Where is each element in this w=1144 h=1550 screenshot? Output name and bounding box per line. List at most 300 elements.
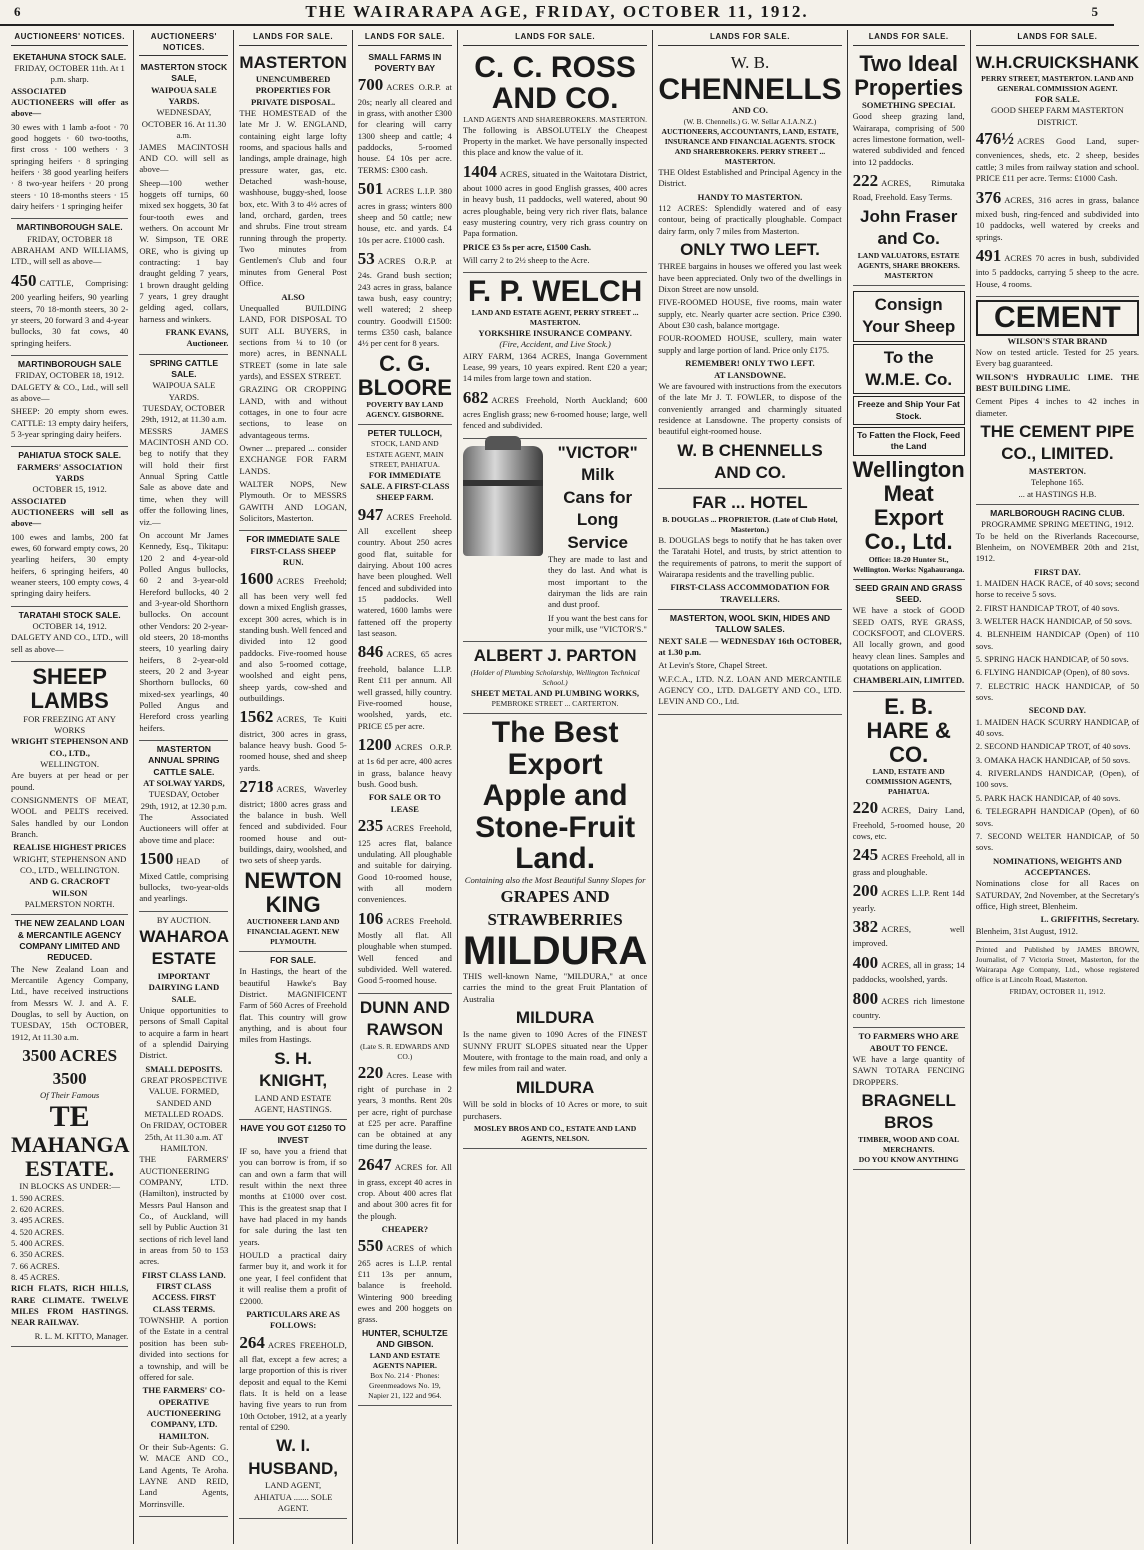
ad-body: ACRES Freehold; all has been very well fed down a mixed English grasses, except 300 acres, which is in standing bush. Well fenced and divided into 12 good paddocks. Five-roomed house and also 5-roomed cottage, woolshed and eight pens, sheep yards, cow-shed and outbuildings. bbox=[239, 576, 347, 703]
ad-title: MASTERTON ANNUAL SPRING CATTLE SALE. bbox=[148, 744, 220, 777]
ad-body: TOWNSHIP. A portion of the Estate in a central position has been sub-divided into sections for a township, and will be offered for sale. bbox=[139, 1315, 229, 1382]
ad-number: 220 bbox=[852, 798, 879, 818]
hare-ad bbox=[853, 692, 965, 1029]
ad-date: TUESDAY, OCTOBER 29th, 1912, at 11.30 a.m. bbox=[141, 403, 227, 425]
welch-ad bbox=[463, 273, 647, 438]
ad-auctioneer: ASSOCIATED AUCTIONEERS will sell as above— bbox=[11, 495, 129, 529]
ad-location: PALMERSTON NORTH. bbox=[24, 899, 115, 910]
ad-body: Are buyers at per head or per pound. bbox=[11, 770, 129, 792]
ad-company: John Fraser and Co. bbox=[860, 206, 958, 249]
annual-sale-ad bbox=[139, 741, 228, 912]
martinborough-ad bbox=[11, 219, 128, 356]
ad-company: PETER TULLOCH, bbox=[367, 428, 443, 439]
masterton-properties-ad bbox=[239, 49, 346, 532]
ad-body: Is the name given to 1090 Acres of the FINEST SUNNY FRUIT SLOPES situated near the Upper Moutere, with frontage to the main road, and only a few miles from rail and water. bbox=[462, 1029, 648, 1074]
ad-number: 400 bbox=[852, 952, 879, 972]
ad-subtitle: (Fire, Accident, and Live Stock.) bbox=[499, 339, 611, 350]
ad-body: Good sheep grazing land, Wairarapa, comprising of 500 acres limestone formation, well-watered subdivided and fenced into 12 paddocks. bbox=[852, 111, 965, 167]
ad-number: 106 bbox=[357, 908, 384, 928]
seed-ad bbox=[853, 580, 965, 692]
ad-headline: The Best Export Apple and Stone-Fruit Land. bbox=[475, 716, 636, 876]
ad-body: ACRES, 316 acres in grass, balance mixed bush, ring-fenced and subdivided into 10 paddocks, well watered by creeks and springs. bbox=[975, 194, 1140, 242]
ad-number: 491 bbox=[975, 245, 1002, 265]
ad-subtitle: PARTICULARS ARE AS FOLLOWS: bbox=[246, 1308, 340, 1331]
column-heading: LANDS FOR SALE. bbox=[239, 30, 346, 46]
ad-title: SHEEP LAMBS bbox=[30, 664, 109, 714]
ad-body: Will be sold in blocks of 10 Acres or more, to suit purchasers. bbox=[462, 1099, 648, 1121]
ad-title: TO FARMERS WHO ARE ABOUT TO FENCE. bbox=[858, 1031, 959, 1053]
ad-company: BRAGNELL BROS bbox=[861, 1091, 956, 1133]
ad-subtitle: FIRST-CLASS SHEEP RUN. bbox=[250, 545, 336, 568]
ad-title: WAHAROA ESTATE bbox=[139, 926, 230, 969]
list-item: 5. PARK HACK HANDICAP, of 40 sovs. bbox=[975, 792, 1121, 803]
imprint bbox=[976, 942, 1139, 1001]
ad-number: 450 bbox=[11, 270, 37, 290]
ad-subtitle: (W. B. Chennells.) G. W. Sellar A.I.A.N.Z.) bbox=[683, 116, 817, 126]
list-item: 6. FLYING HANDICAP (Open), of 80 sovs. bbox=[975, 667, 1130, 678]
ad-number: 700 bbox=[357, 75, 384, 95]
ad-body: ACRES, Te Kuiti district, 300 acres in grass, balance heavy bush. Good 5-roomed house, shed and sheep yards. bbox=[239, 714, 347, 773]
ad-date: FRIDAY, OCTOBER 18 bbox=[27, 233, 113, 244]
knight-ad bbox=[239, 952, 346, 1120]
race-list-day-1 bbox=[976, 578, 1139, 703]
ad-company: F. P. WELCH bbox=[467, 275, 643, 309]
pahiatua-ad bbox=[11, 447, 128, 606]
ad-date: FRIDAY, OCTOBER 11th. At 1 p.m. sharp. bbox=[14, 62, 125, 85]
ad-subtitle: AUCTIONEERS, ACCOUNTANTS, LAND, ESTATE, INSURANCE AND FINANCIAL AGENTS. STOCK AND SHAREBROKERS. PERRY STREET ... MASTERTON. bbox=[661, 126, 839, 166]
ad-date: TUESDAY, October 29th, 1912, at 12.30 p.m. bbox=[140, 789, 227, 811]
ad-company: W. B. bbox=[730, 52, 770, 72]
imprint-text: Printed and Published by JAMES BROWN, Journalist, of 7 Victoria Street, Masterton, for the Wairarapa Age Company, Ltd., whose registered office is at Lincoln Road, Masterton. bbox=[975, 944, 1140, 984]
ad-contact: Office: 18-20 Hunter St., Wellington. Works: Ngahauranga. bbox=[853, 554, 965, 574]
ad-location: PEMBROKE STREET ... CARTERTON. bbox=[491, 699, 619, 709]
ad-title: FAR ... HOTEL bbox=[692, 493, 808, 513]
ad-body: THIS well-known Name, "MILDURA," at once carries the mind to the great Fruit Plantation of Australia bbox=[462, 970, 648, 1004]
ad-body: ACRES rich limestone country. bbox=[852, 995, 965, 1020]
ad-company: C. C. ROSS AND CO. bbox=[474, 50, 636, 116]
column-3 bbox=[234, 30, 352, 1544]
column-2 bbox=[134, 30, 234, 1544]
ad-company: CHENNELLS bbox=[658, 72, 842, 106]
ad-subtitle: PROGRAMME SPRING MEETING, 1912. bbox=[981, 519, 1134, 530]
ad-body: MESSRS JAMES MACINTOSH AND CO. beg to notify that they will hold their first Annual Spring Cattle Sale as above date and time, when they will offer the following lines, viz.— bbox=[139, 425, 229, 527]
list-item: 3. 495 ACRES. bbox=[11, 1215, 65, 1226]
ad-subtitle: Containing also the Most Beautiful Sunny Slopes for bbox=[464, 874, 646, 885]
column-8 bbox=[971, 30, 1144, 1544]
ad-company: AND G. CRACROFT WILSON bbox=[29, 876, 110, 898]
cement-ad bbox=[976, 297, 1139, 505]
ad-title: SMALL FARMS IN POVERTY BAY bbox=[368, 51, 442, 73]
ad-subtitle: FIRST DAY. bbox=[1034, 566, 1081, 577]
ad-body: ACRES, 65 acres freehold, balance L.I.P. Rent £11 per annum. All well grassed, hilly country. Five-roomed house, woolshed, yards, etc. PRICE £5 per acre. bbox=[357, 649, 452, 731]
column-7 bbox=[848, 30, 971, 1544]
cruickshank-ad bbox=[976, 49, 1139, 298]
ad-company: W.F.C.A., LTD. N.Z. LOAN AND MERCANTILE AGENCY CO., LTD. DALGETY AND CO., LTD. LEVIN AND CO., Ltd. bbox=[658, 673, 842, 707]
ad-highlight: FIRST CLASS LAND. FIRST CLASS ACCESS. FIRST CLASS TERMS. bbox=[142, 1269, 226, 1314]
ad-headline: MILDURA bbox=[515, 1007, 595, 1027]
ad-body: AIRY FARM, 1364 ACRES, Inanga Government Lease, 99 years, 10 years expired. Rent £20 a year; 14 miles from large town and station. bbox=[462, 350, 648, 384]
ad-body: Will carry 2 to 2½ sheep to the Acre. bbox=[462, 255, 590, 266]
ad-subtitle: PERRY STREET, MASTERTON. LAND AND GENERAL COMMISSION AGENT. bbox=[981, 73, 1134, 93]
ad-number: 1500 bbox=[139, 849, 174, 869]
eketahuna-ad bbox=[11, 49, 128, 220]
ad-body: GRAZING OR CROPPING LAND, with and without cottages, in one to four acre sections, to lease on advantageous terms. bbox=[239, 384, 347, 440]
ad-subtitle: GOOD SHEEP FARM MASTERTON DISTRICT. bbox=[990, 105, 1124, 127]
ad-signature: WALTER NOPS, New Plymouth. Or to MESSRS GAWITH AND LOGAN, Solicitors, Masterton. bbox=[239, 479, 347, 524]
ad-body: ACRES FREEHOLD, all flat, except a few acres; a large proportion of this is river deposit and equal to the Kemi flats. It is held on a lease having five years to run from 10th October, 1912, at a yearly rental of £290. bbox=[239, 1339, 347, 1433]
victor-cans-ad bbox=[463, 439, 647, 643]
ad-body: WILSON'S HYDRAULIC LIME. THE BEST BUILDING LIME. bbox=[975, 371, 1140, 393]
ad-contact: Telephone 165. bbox=[1030, 477, 1084, 488]
ad-body: Acres. Lease with right of purchase in 2 years, 3 months. Rent 20s per acre, right of purchase at £25 per acre. Paraffine can be obtained at any time during the lease. bbox=[357, 1069, 452, 1151]
ad-subtitle: SOMETHING SPECIAL bbox=[861, 99, 956, 110]
newspaper-columns bbox=[6, 30, 1140, 1544]
fencing-ad bbox=[853, 1028, 965, 1170]
ad-subtitle: FOR SALE OR TO LEASE bbox=[368, 792, 441, 814]
ad-number: 200 bbox=[852, 881, 879, 901]
ad-number: 376 bbox=[975, 187, 1002, 207]
ad-subtitle: WAIPOUA SALE YARDS. bbox=[151, 84, 217, 107]
ad-body: ACRES, Waverley district; 1800 acres grass and the balance in bush. Well fenced and subdivided. Four roomed house and out-buildings, dairy, woolshed, and two sets of sheep yards. bbox=[239, 784, 347, 866]
list-item: 7. ELECTRIC HACK HANDICAP, of 50 sovs. bbox=[975, 680, 1140, 703]
ad-body: Unique opportunities to persons of Small Capital to acquire a farm in heart of a splendid Dairying District. bbox=[139, 1004, 229, 1061]
mahanga-ad bbox=[11, 915, 128, 1347]
column-heading: AUCTIONEERS' NOTICES. bbox=[139, 30, 228, 56]
ad-subtitle: BY AUCTION. bbox=[156, 914, 211, 925]
ad-contact: Box No. 214 · Phones: Greenmeadows No. 19, Napier 21, 122 and 964. bbox=[368, 1370, 442, 1400]
ad-company: S. H. KNIGHT, bbox=[259, 1048, 328, 1091]
ad-body: B. DOUGLAS begs to notify that he has taken over the Taratahi Hotel, and trusts, by strict attention to the requirements of patrons, to merit the support of Wairarapa residents and the travelling public. bbox=[658, 534, 842, 579]
ad-location: WELLINGTON. bbox=[40, 758, 100, 769]
mildura-ad bbox=[463, 714, 647, 1149]
ad-subtitle: CHEAPER? bbox=[381, 1223, 428, 1234]
ad-headline: CEMENT bbox=[976, 300, 1139, 336]
ad-subtitle: LAND, ESTATE AND COMMISSION AGENTS, PAHIATUA. bbox=[865, 767, 952, 797]
ad-company: THE CEMENT PIPE CO., LIMITED. bbox=[980, 422, 1135, 464]
ad-body: ACRES, situated in the Waitotara District, about 1000 acres in good English grasses, 400 acres in heavy bush, 11 paddocks, well watered, about 90 acres ploughable, being very rich river flats, balance easy mustering country, very rich grass country on Papa formation. bbox=[462, 168, 648, 239]
ad-body: THE HOMESTEAD of the late Mr J. W. ENGLAND, containing eight large lofty rooms, and spacious halls and landings, ample drainage, high pressure water, gas, etc. Detached wash-house, washhouse, buggy-shed, loose box, etc. With 3 to 4½ acres of land, orchard, garden, trees and shrubs. Fine trout stream running through the property. Two minutes from Gentlemen's Club and four minutes from General Post Office. bbox=[239, 108, 347, 289]
ad-company: ALBERT J. PARTON bbox=[473, 646, 637, 666]
ad-headline: TE bbox=[49, 1100, 90, 1134]
ad-subtitle: AT LANSDOWNE. bbox=[714, 369, 786, 380]
list-item: 2. FIRST HANDICAP TROT, of 40 sovs. bbox=[975, 602, 1120, 613]
ad-highlight: FIRST-CLASS ACCOMMODATION FOR TRAVELLERS. bbox=[670, 582, 830, 604]
ad-subtitle: TIMBER, WOOD AND COAL MERCHANTS. bbox=[858, 1134, 960, 1154]
invest-ad bbox=[239, 1120, 346, 1519]
ad-body: WE have a stock of GOOD SEED OATS, RYE GRASS, COCKSFOOT, and CLOVERS. All locally grown, and good heavy clean lines. Samples and quotations on application. bbox=[852, 605, 965, 672]
ad-subtitle: LAND AND ESTATE AGENTS NAPIER. bbox=[369, 1350, 440, 1370]
ad-title: FOR SALE. bbox=[270, 955, 317, 966]
ad-number: 1562 bbox=[239, 707, 274, 727]
ad-body: ACRES O.R.P. at 1s 6d per acre, 400 acres in grass, balance heavy bush. Good bush. bbox=[357, 741, 452, 790]
list-item: 6. 350 ACRES. bbox=[11, 1249, 65, 1260]
ad-body: FOUR-ROOMED HOUSE, scullery, main water supply and large portion of land. Price only £175. bbox=[658, 333, 842, 355]
ad-company: MOSLEY BROS AND CO., ESTATE AND LAND AGENTS, NELSON. bbox=[473, 1123, 637, 1143]
two-ideal-ad bbox=[853, 49, 965, 286]
ad-subtitle: DO YOU KNOW ANYTHING bbox=[858, 1154, 959, 1164]
ad-subtitle: NOMINATIONS, WEIGHTS AND ACCEPTANCES. bbox=[992, 855, 1122, 877]
newspaper-title: THE WAIRARAPA AGE, FRIDAY, OCTOBER 11, 1912. bbox=[305, 2, 809, 21]
column-heading: LANDS FOR SALE. bbox=[463, 30, 647, 46]
ad-body: Sheep—100 wether hoggets off turnips, 60 mixed sex hoggets, 30 fat four-tooth ewes and wethers. On account Mr W. Simpson, TE ORE ORE, who is giving up contracting: 1 bay draught gelding 7 years, 1 brown draught gelding 7 years, 1 grey draught gelding aged, collars, harness and winkers. bbox=[139, 177, 229, 324]
ad-body: HOULD a practical dairy farmer buy it, and work it for one year, I feel confident that it will realise them a profit of £2000. bbox=[239, 1250, 347, 1306]
ad-title: TARATAHI STOCK SALE. bbox=[18, 609, 121, 620]
ad-body: Owner ... prepared ... consider EXCHANGE FOR FARM LANDS. bbox=[239, 442, 347, 476]
ad-body: In Hastings, the heart of the beautiful Hawke's Bay District. MAGNIFICENT Farm of 560 Acres of Freehold flat. This country will grow anything, and is about four miles from Hastings. bbox=[239, 966, 347, 1045]
list-item: 1. MAIDEN HACK SCURRY HANDICAP, of 40 sovs. bbox=[975, 716, 1140, 739]
column-5 bbox=[458, 30, 653, 1544]
ad-body: On account Mr James Kennedy, Esq., Tikitapu: 120 2 and 4-year-old Polled Angus bullocks, 60 2 and 3-year-old Hereford bullocks, 40 2 and 3-year-old Shorthorn bullocks. On account other Vendors: 20 2-year-old steers, 20 18-months steers, 10 yearling dairy heifers, 8 2-year-old steers, 20 2 and 3-year Shorthorn bullocks, 60 mixed-sex yearlings, 40 Polled Angus and Hereford cross yearling heifers. bbox=[139, 529, 229, 733]
ad-subtitle: LAND AGENTS AND SHAREBROKERS. MASTERTON. bbox=[463, 114, 647, 124]
ad-subtitle: WILSON'S STAR BRAND bbox=[1007, 335, 1108, 346]
masterton-stock-ad bbox=[139, 59, 228, 355]
ad-subtitle: SECOND DAY. bbox=[1028, 705, 1086, 716]
ad-company: HUNTER, SCHULTZE AND GIBSON. bbox=[361, 1327, 448, 1350]
ad-subtitle: (Late S. R. EDWARDS AND CO.) bbox=[360, 1041, 450, 1061]
page-number-right: 5 bbox=[1091, 4, 1100, 19]
ad-body: ACRES O.R.P. at 24s. Grand bush section; 243 acres in grass, balance tawa bush, easy country; well watered; 2 sheep country. Goodwill £1500: terms £350 cash, balance 4½ per cent for 8 years. bbox=[357, 255, 452, 349]
ad-body: Now on tested article. Tested for 25 years. Every bag guaranteed. bbox=[975, 346, 1140, 369]
list-item: 4. RIVERLANDS HANDICAP, (Open), of 100 sovs. bbox=[975, 768, 1140, 790]
ad-title: MARTINBOROUGH SALE bbox=[17, 358, 122, 369]
ad-body: Nominations close for all Races on SATURDAY, 2nd November, at the Secretary's office, High street, Blenheim. bbox=[975, 878, 1140, 911]
list-item: 5. SPRING HACK HANDICAP, of 50 sovs. bbox=[975, 654, 1129, 665]
ad-number: 2718 bbox=[239, 777, 274, 797]
column-1 bbox=[6, 30, 134, 1544]
ad-date: NEXT SALE — WEDNESDAY 16th OCTOBER, at 1.30 p.m. bbox=[658, 635, 842, 657]
ad-title: MASTERTON bbox=[239, 52, 347, 72]
ad-auctioneer: JAMES MACINTOSH AND CO. will sell as above— bbox=[139, 141, 229, 175]
list-item: 6. TELEGRAPH HANDICAP (Open), of 60 sovs. bbox=[975, 806, 1140, 828]
ad-title: FOR SALE. bbox=[1034, 94, 1080, 105]
column-heading: AUCTIONEERS' NOTICES. bbox=[11, 30, 128, 46]
ad-body: THE Oldest Established and Principal Agency in the District. bbox=[658, 166, 842, 189]
ad-headline: IMPORTANT DAIRYING LAND SALE. bbox=[148, 970, 220, 1004]
column-heading: LANDS FOR SALE. bbox=[658, 30, 841, 46]
ad-body: ACRES 70 acres in bush, subdivided into 5 paddocks, carrying 5 sheep to the acre. House, 4 rooms. bbox=[975, 252, 1140, 289]
ad-company: W.H.CRUICKSHANK bbox=[975, 52, 1140, 72]
ad-body: CATTLE, Comprising: 200 yearling heifers, 90 yearling steers, 70 18-month steers, 30 2-yr steers, 20 forward 3 and 4-year bullocks, 30 fat cows, 40 springing heifers. bbox=[11, 277, 129, 348]
ad-subtitle: GRAPES AND STRAWBERRIES bbox=[487, 887, 623, 929]
ad-body: THE FARMERS' AUCTIONEERING COMPANY, LTD. (Hamilton), instructed by Messrs Paul Hanson and Co., of Auckland, will sell by Public Auction 31 sections of rich level land in areas from 50 to 153 acres. bbox=[139, 1154, 229, 1267]
ad-subtitle: SHEET METAL AND PLUMBING WORKS, bbox=[471, 687, 640, 698]
ad-company: CHAMBERLAIN, LIMITED. bbox=[853, 675, 965, 686]
spring-cattle-ad bbox=[139, 355, 228, 741]
poverty-bay-ad bbox=[358, 49, 452, 426]
ad-signature: L. GRIFFITHS, Secretary. bbox=[1040, 914, 1140, 925]
list-item: 3. OMAKA HACK HANDICAP, of 50 sovs. bbox=[975, 754, 1131, 765]
ad-headline: To the W.M.E. Co. bbox=[853, 344, 965, 395]
ad-body: The New Zealand Loan and Mercantile Agency Company, Ltd., have received instructions from Messrs W. J. and A. F. Douglas, to sell by Auction, on TUESDAY, 15th OCTOBER, 1912, At 11.30 a.m. bbox=[11, 963, 129, 1042]
ad-body: SHEEP: 20 empty shorn ewes. CATTLE: 13 empty dairy heifers, 5 3-year springing dairy heifers. bbox=[11, 406, 129, 439]
dunn-rawson-ad bbox=[358, 994, 452, 1406]
ad-company: WRIGHT STEPHENSON AND CO., LTD., bbox=[11, 736, 129, 758]
ad-title: SPRING CATTLE SALE. bbox=[149, 357, 219, 380]
ad-date: OCTOBER 14, 1912. bbox=[32, 621, 107, 632]
ad-title: HAVE YOU GOT £1250 TO INVEST bbox=[240, 1123, 346, 1145]
ad-body: ACRES Good Land, super-conveniences, sheds, etc. 2 sheep, besides cattle; 3 miles from railway station and school. PRICE £11 per acre. Terms: £1000 Cash. bbox=[975, 136, 1140, 184]
wool-sales-ad bbox=[658, 610, 841, 715]
ad-number: 1600 bbox=[239, 569, 274, 589]
ad-title: THE NEW ZEALAND LOAN & MERCANTILE AGENCY COMPANY LIMITED AND REDUCED. bbox=[14, 918, 125, 963]
race-list-day-2 bbox=[976, 717, 1139, 854]
ad-headline: MILDURA bbox=[515, 1077, 595, 1097]
ad-highlight: REMEMBER! ONLY TWO LEFT. bbox=[685, 358, 815, 369]
list-item: 4. 520 ACRES. bbox=[11, 1226, 65, 1237]
ad-body: FIVE-ROOMED HOUSE, five rooms, main water supply, etc. Nearly quarter acre section. Price £390. About £30 cash, balance mortgage. bbox=[658, 297, 842, 331]
ad-subtitle: LAND VALUATORS, ESTATE AGENTS, SHARE BROKERS. MASTERTON bbox=[857, 250, 960, 280]
ad-number: 550 bbox=[357, 1236, 384, 1256]
list-item: 2. SECOND HANDICAP TROT, of 40 sovs. bbox=[975, 741, 1131, 752]
ad-headline: Service bbox=[567, 532, 628, 552]
ad-title: MASTERTON STOCK SALE, bbox=[140, 62, 228, 84]
ad-number: 682 bbox=[462, 387, 489, 407]
ad-number: 1404 bbox=[462, 161, 497, 181]
ad-title: PAHIATUA STOCK SALE. bbox=[18, 450, 122, 461]
ad-number: 1200 bbox=[357, 734, 392, 754]
ad-body: Or their Sub-Agents: G. W. MACE AND CO., Land Agents, Te Aroha. LAYNE AND REID, Land Agents, Morrinsville. bbox=[139, 1441, 229, 1509]
ad-body: ACRES Freehold, all in grass and ploughable. bbox=[852, 852, 965, 877]
ad-number: 53 bbox=[357, 248, 375, 268]
ad-headline: Consign Your Sheep bbox=[853, 291, 965, 342]
ad-body: PRICE £3 5s per acre, £1500 Cash. bbox=[462, 241, 591, 252]
blocks-list bbox=[11, 1193, 128, 1284]
ad-title: MASTERTON, WOOL SKIN, HIDES AND TALLOW SALES. bbox=[669, 612, 831, 635]
ad-body: ACRES, Rimutaka Road, Freehold. Easy Terms. bbox=[852, 177, 965, 203]
ad-body: IF so, have you a friend that you can borrow is from, if so can and own a farm that will result within the next three months at £1000 over cost. This is the greatest snap that I have had placed in my hands for sale during the last ten years. bbox=[239, 1146, 347, 1247]
ad-auctioneer: ASSOCIATED AUCTIONEERS will offer as above— bbox=[11, 85, 129, 119]
ad-number: 264 bbox=[239, 1332, 265, 1352]
ad-auctioneer: ABRAHAM AND WILLIAMS, LTD., will sell as above— bbox=[11, 245, 129, 267]
ad-signature: R. L. M. KITTO, Manager. bbox=[34, 1330, 129, 1341]
ad-subtitle: POVERTY BAY LAND AGENCY. GISBORNE. bbox=[365, 400, 444, 420]
ad-subtitle: LAND AGENT, bbox=[265, 1480, 322, 1491]
ad-body: Cement Pipes 4 inches to 42 inches in diameter. bbox=[975, 396, 1140, 418]
ad-body: The Associated Auctioneers will offer at above time and place: bbox=[139, 812, 229, 845]
ad-body: HEAD of Mixed Cattle, comprising bullocks, two-year-olds and yearlings. bbox=[139, 856, 229, 904]
ad-body: They are made to last and they do last. And what is most important to the dairyman the lids are rain and dust proof. bbox=[548, 554, 648, 610]
ad-subtitle: HANDY TO MASTERTON. bbox=[697, 191, 803, 202]
ad-title: MARTINBOROUGH SALE. bbox=[16, 222, 123, 233]
ross-ad bbox=[463, 49, 647, 274]
ad-subtitle: LAND AND ESTATE AGENT, HASTINGS. bbox=[254, 1092, 332, 1114]
list-item: 8. 45 ACRES. bbox=[11, 1271, 60, 1282]
ad-subtitle: Of Their Famous bbox=[40, 1090, 100, 1101]
ad-body: ACRES Freehold. Mostly all flat. All ploughable when stumped. Well fenced and subdivided. Well watered. Good 5-roomed house. bbox=[357, 915, 452, 986]
ad-number: 245 bbox=[852, 845, 879, 865]
ad-number: 222 bbox=[852, 170, 879, 190]
ad-subtitle: LAND AND ESTATE AGENT, PERRY STREET ... MASTERTON. bbox=[471, 307, 639, 327]
ad-company: W. I. HUSBAND, bbox=[248, 1436, 338, 1478]
ad-subtitle: To Fatten the Flock, Feed the Land bbox=[853, 427, 965, 456]
milk-can-icon bbox=[463, 446, 543, 556]
list-item: 1. 590 ACRES. bbox=[11, 1192, 65, 1203]
list-item: 7. 66 ACRES. bbox=[11, 1260, 60, 1271]
ad-date: OCTOBER 15, 1912. bbox=[32, 484, 107, 495]
ad-number: 476½ bbox=[975, 129, 1014, 149]
column-heading: LANDS FOR SALE. bbox=[976, 30, 1139, 46]
tulloch-ad bbox=[358, 425, 452, 994]
ad-subtitle: Freeze and Ship Your Fat Stock. bbox=[853, 396, 965, 425]
ad-signature: FRANK EVANS, Auctioneer. bbox=[165, 327, 229, 349]
ad-subtitle: FOR FREEZING AT ANY WORKS bbox=[23, 713, 117, 735]
ad-company: W. B CHENNELLS AND CO. bbox=[677, 440, 823, 482]
ad-subtitle: IN BLOCKS AS UNDER:— bbox=[19, 1181, 120, 1192]
ad-number: 382 bbox=[852, 916, 879, 936]
ad-subtitle: AT SOLWAY YARDS, bbox=[143, 778, 225, 789]
chennells-ad bbox=[658, 49, 841, 490]
page-number: 6 bbox=[14, 4, 23, 19]
ad-subtitle: ALSO bbox=[281, 291, 305, 302]
ad-number: 800 bbox=[852, 988, 879, 1008]
ad-subtitle: (Holder of Plumbing Scholarship, Wellington Technical School.) bbox=[470, 667, 640, 687]
ad-headline: ONLY TWO LEFT. bbox=[680, 239, 820, 259]
ad-headline: Cans for Long bbox=[563, 487, 633, 530]
ad-subtitle: AUCTIONEER LAND AND FINANCIAL AGENT. NEW PLYMOUTH. bbox=[246, 916, 340, 947]
column-6 bbox=[653, 30, 847, 1544]
ad-headline: MILDURA bbox=[462, 928, 648, 973]
ad-body: ACRES L.I.P. Rent 14d yearly. bbox=[852, 888, 965, 913]
list-item: 5. 400 ACRES. bbox=[11, 1237, 65, 1248]
ad-headline: Two Ideal Properties bbox=[854, 50, 964, 100]
ad-location: ... at HASTINGS H.B. bbox=[1018, 488, 1097, 499]
ad-body: ACRES, well improved. bbox=[852, 923, 965, 949]
ad-date: WEDNESDAY, OCTOBER 16. At 11.30 a.m. bbox=[141, 107, 227, 141]
ad-body: 112 ACRES: Splendidly watered and of easy contour, being of practically ploughable. Compact dairy farm, only 7 miles from Masterton. bbox=[658, 202, 842, 236]
ad-date: Blenheim, 31st August, 1912. bbox=[975, 925, 1078, 936]
ad-title: SEED GRAIN AND GRASS SEED. bbox=[855, 582, 963, 604]
ad-body: We are favoured with instructions from the executors of the late Mr J. T. FOWLER, to dispose of the conveniently arranged and charmingly situated residence at Lansdowne. The property consists of beautiful eight-roomed house. bbox=[658, 380, 842, 437]
waharoa-ad bbox=[139, 912, 228, 1517]
ad-body: ACRES O.R.P. at 20s; nearly all cleared and in grass, with another £300 for clearing will carry 1300 sheep and cattle; 4 paddocks, 5-roomed house. £4 10s per acre. TERMS: £300 cash. bbox=[357, 82, 452, 175]
ad-body: At Levin's Store, Chapel Street. bbox=[658, 660, 768, 671]
ad-highlight: SMALL DEPOSITS. bbox=[145, 1063, 223, 1074]
list-item: 3. WELTER HACK HANDICAP, of 50 sovs. bbox=[975, 616, 1133, 627]
ad-body: CONSIGNMENTS OF MEAT, WOOL and PELTS received. Sales handled by our London Branch. bbox=[11, 794, 129, 839]
ad-body: THREE bargains in houses we offered you last week have been appreciated. Only two of the dwellings in Dixon Street are now unsold. bbox=[658, 261, 842, 295]
masthead bbox=[0, 0, 1114, 26]
ad-body: ACRES of which 265 acres is L.I.P. rental £11 13s per annum, balance is freehold. Wintering 900 breeding ewes and 200 hoggets on grass. bbox=[357, 1243, 452, 1325]
ad-body: RICH FLATS, RICH HILLS, RARE CLIMATE. TWELVE MILES FROM HASTINGS. NEAR RAILWAY. bbox=[11, 1283, 129, 1328]
wme-ad bbox=[853, 286, 965, 580]
ad-body: 30 ewes with 1 lamb a-foot · 70 good hoggets · 60 two-tooths, first cross · 100 wethers · 3 springing heifers · 8 springing heifers · 38 good yearling heifers · 8 two-year heifers · 20 prong steers · 10 18-months steers · 15 dairy heifers · 1 springing heifer bbox=[11, 121, 129, 212]
ad-number: 220 bbox=[357, 1062, 384, 1082]
ad-body: Unequalled BUILDING LAND, FOR DISPOSAL TO SUIT ALL BUYERS, in sections from ¼ to 10 (or more) acres, in BENNALL STREET (some in late sale yards), and ESSEX STREET. bbox=[239, 302, 347, 381]
ad-number: 235 bbox=[357, 816, 384, 836]
ad-body: 100 ewes and lambs, 200 fat ewes, 60 forward empty cows, 20 yearling heifers, 30 empty heifers, 6 springing heifers, 40 weaner steers, 100 empty cows, 4 springing dairy heifers. bbox=[11, 531, 129, 599]
ad-subtitle: B. DOUGLAS ... PROPRIETOR. (Late of Club Hotel, Masterton.) bbox=[662, 514, 838, 534]
martinborough2-ad bbox=[11, 356, 128, 447]
ad-company: AND CO. bbox=[732, 105, 768, 116]
ad-highlight: REALISE HIGHEST PRICES bbox=[13, 842, 127, 853]
ad-title: EKETAHUNA STOCK SALE. bbox=[13, 51, 127, 62]
ad-subtitle: STOCK, LAND AND ESTATE AGENT, MAIN STREET, PAHIATUA. bbox=[366, 439, 444, 469]
ad-subtitle: FARMERS' ASSOCIATION YARDS bbox=[16, 461, 123, 483]
ad-number: 501 bbox=[357, 179, 384, 199]
ad-location: AHIATUA ....... SOLE AGENT. bbox=[253, 1491, 333, 1513]
ad-company: DUNN AND RAWSON bbox=[359, 997, 450, 1040]
ad-company: NEWTON KING bbox=[244, 867, 342, 917]
ad-auctioneer: DALGETY AND CO., LTD., will sell as above— bbox=[11, 632, 129, 654]
ad-image bbox=[463, 442, 544, 638]
list-item: 1. MAIDEN HACK RACE, of 40 sovs; second horse to receive 5 sovs. bbox=[975, 577, 1140, 600]
taratahi-ad bbox=[11, 607, 128, 662]
ad-auctioneer: DALGETY & CO., Ltd., will sell as above— bbox=[11, 381, 129, 403]
ad-company: WRIGHT, STEPHENSON AND CO., LTD., WELLINGTON. bbox=[13, 853, 127, 875]
ad-highlight: GREAT PROSPECTIVE VALUE. FORMED, SANDED AND METALLED ROADS. bbox=[140, 1074, 228, 1119]
ad-headline: 3500 ACRES 3500 bbox=[22, 1046, 118, 1088]
ad-date: On FRIDAY, OCTOBER 25th, At 11.30 a.m. AT HAMILTON. bbox=[140, 1120, 228, 1153]
